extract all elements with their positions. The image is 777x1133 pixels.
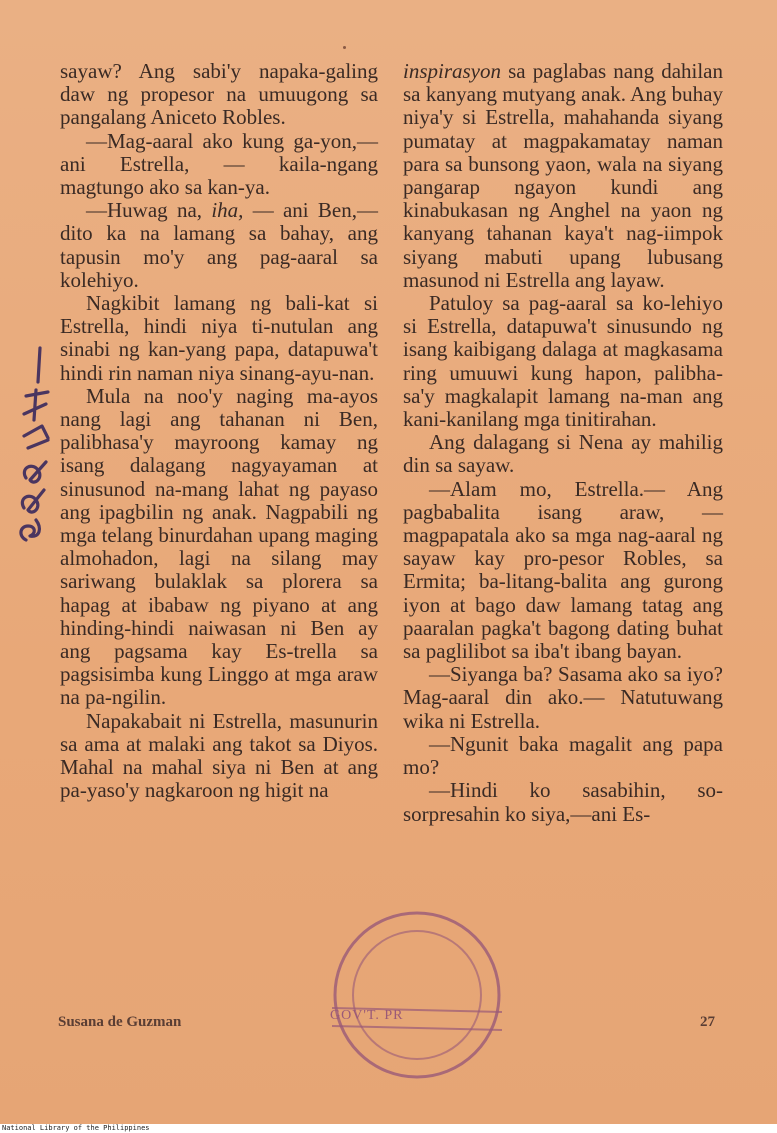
paragraph: Mula na noo'y naging ma-ayos nang lagi ang tahanan ni Ben, palibhasa'y mayroong kamay ng isang dalagang nagyayaman at sinusunod na-mang lahat ng payaso ang ipagbilin ng anak. Nagpabili ng mga telang binurdahan upang maging almohadon, lagi na silang may sariwang bulaklak sa plorera sa hapag at ibabaw ng piyano at ang hinding-hindi naiwasan ni Ben ay ang pagsama kay Es-trella sa pagsisimba kung Linggo at mga araw na pa-ngilin. <box>60 383 378 710</box>
paragraph-text: sa paglabas nang dahilan sa kanyang mutyang anak. Ang buhay niya'y si Estrella, mahahanda siyang pumatay at magpakamatay naman para sa bunsong yaon, wala na siyang pangarap ngayon kundi ang kinabukasan ng Anghel na yaon ng kanyang tahanan kaya't nag-iimpok siyang mabuti upang lubusang masunod ni Estrella ang layaw. <box>403 59 723 292</box>
paragraph-text: —Huwag na, <box>86 198 212 223</box>
paragraph: —Mag-aaral ako kung ga-yon,—ani Estrella, — kaila-ngang magtungo ako sa kan-ya. <box>60 128 378 200</box>
paragraph <box>60 199 378 292</box>
paragraph <box>403 60 723 292</box>
paragraph: sayaw? Ang sabi'y napaka-galing daw ng propesor na umuugong sa pangalang Aniceto Robles. <box>60 59 378 130</box>
page-number: 27 <box>700 1014 715 1030</box>
right-text-column <box>403 60 723 826</box>
paragraph: Nagkibit lamang ng bali-kat si Estrella, hindi niya ti-nutulan ang sinabi ng kan-yang papa, datapuwa't hindi rin naman niya sinang-ayu-nan. <box>60 291 378 385</box>
emphasized-word: iha, <box>211 198 244 223</box>
left-text-column <box>60 60 378 803</box>
paragraph: Patuloy sa pag-aaral sa ko-lehiyo si Estrella, datapuwa't sinusundo ng isang kaibigang dalaga at magkasama ring umuuwi kung hapon, palibha-sa'y magkalapit lamang na-man ang kani-kanilang mga tinitirahan. <box>403 291 723 432</box>
stamp-text: GOV'T. PR <box>330 1008 404 1023</box>
archive-caption: National Library of the Philippines <box>0 1124 777 1133</box>
handwritten-accession-number <box>14 340 64 550</box>
paragraph: Ang dalagang si Nena ay mahilig din sa sayaw. <box>403 430 723 478</box>
paragraph: —Ngunit baka magalit ang papa mo? <box>403 731 723 780</box>
paragraph: —Hindi ko sasabihin, so-sorpresahin ko siya,—ani Es- <box>403 778 723 826</box>
paragraph: —Alam mo, Estrella.— Ang pagbabalita isang araw, —magpapatala ako sa mga nag-aaral ng sayaw kay pro-pesor Robles, sa Ermita; ba-litang-balita ang gurong iyon at bago daw lamang tatag ang paaralan pagka't bagong dating buhat sa paglilibot sa iba't ibang bayan. <box>403 476 723 664</box>
paragraph: Napakabait ni Estrella, masunurin sa ama at malaki ang takot sa Diyos. Mahal na mahal siya ni Ben at ang pa-yaso'y nagkaroon ng higit na <box>60 708 378 803</box>
emphasized-word: inspirasyon <box>403 59 502 83</box>
library-stamp <box>322 900 512 1090</box>
print-speck <box>343 46 346 49</box>
paragraph: —Siyanga ba? Sasama ako sa iyo? Mag-aaral din ako.— Natutuwang wika ni Estrella. <box>403 662 723 733</box>
footer-author: Susana de Guzman <box>58 1014 182 1030</box>
paragraph-text: — ani Ben,—dito ka na lamang sa bahay, ang tapusin mo'y ang pag-aaral sa kolehiyo. <box>60 198 379 292</box>
